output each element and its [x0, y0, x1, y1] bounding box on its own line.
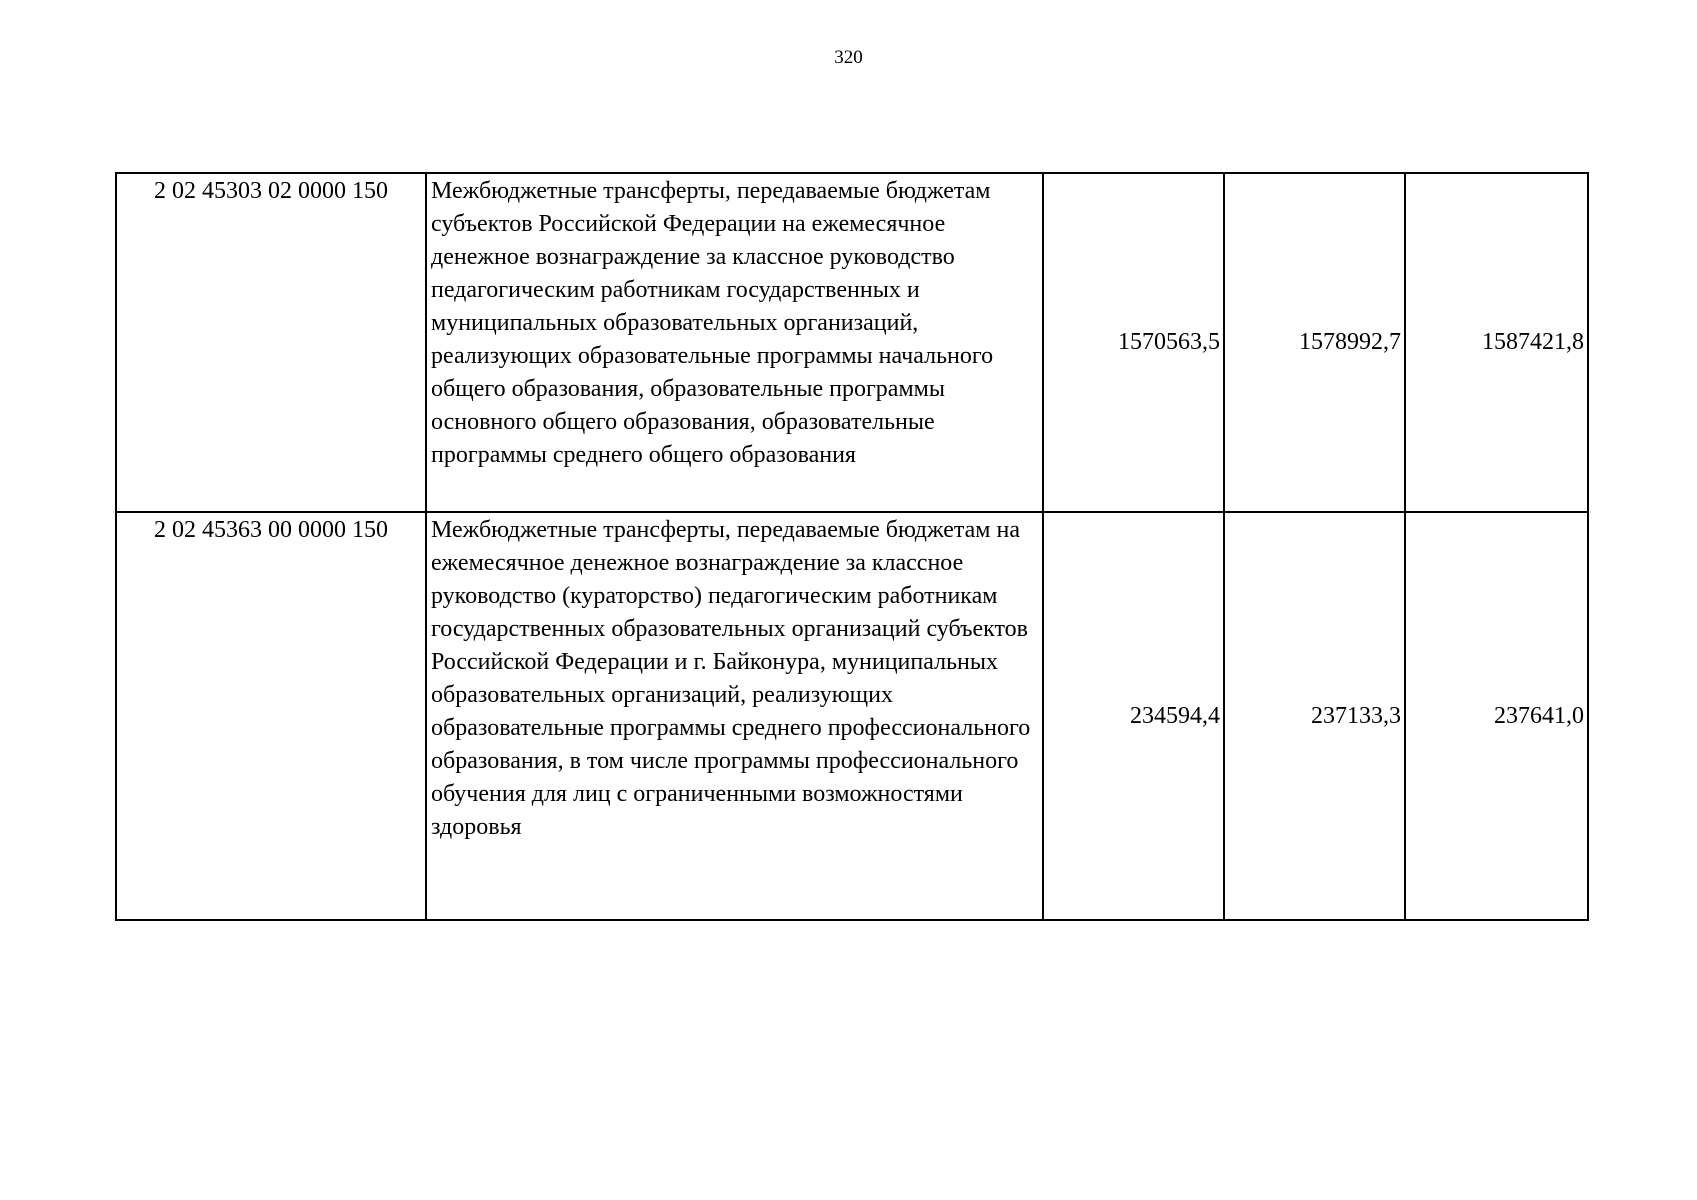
budget-code-cell: 2 02 45363 00 0000 150 — [116, 512, 426, 920]
value-cell-2: 237133,3 — [1224, 512, 1405, 920]
value-cell-1: 234594,4 — [1043, 512, 1224, 920]
value-cell-2: 1578992,7 — [1224, 173, 1405, 512]
value-cell-3: 237641,0 — [1405, 512, 1588, 920]
page-number: 320 — [834, 47, 863, 68]
value-cell-1: 1570563,5 — [1043, 173, 1224, 512]
value-cell-3: 1587421,8 — [1405, 173, 1588, 512]
table-row — [116, 512, 1588, 920]
budget-table — [115, 172, 1589, 921]
description-cell: Межбюджетные трансферты, передаваемые бюджетам субъектов Российской Федерации на ежемесячное денежное вознаграждение за классное руководство педагогическим работникам государственных и муниципальных образовательных организаций, реализующих образовательные программы начального общего образования, образовательные программы основного общего образования, образовательные программы среднего общего образования — [426, 173, 1043, 512]
table-row — [116, 173, 1588, 512]
budget-code-cell: 2 02 45303 02 0000 150 — [116, 173, 426, 512]
description-cell: Межбюджетные трансферты, передаваемые бюджетам на ежемесячное денежное вознаграждение за классное руководство (кураторство) педагогическим работникам государственных образовательных организаций субъектов Российской Федерации и г. Байконура, муниципальных образовательных организаций, реализующих образовательные программы среднего профессионального образования, в том числе программы профессионального обучения для лиц с ограниченными возможностями здоровья — [426, 512, 1043, 920]
